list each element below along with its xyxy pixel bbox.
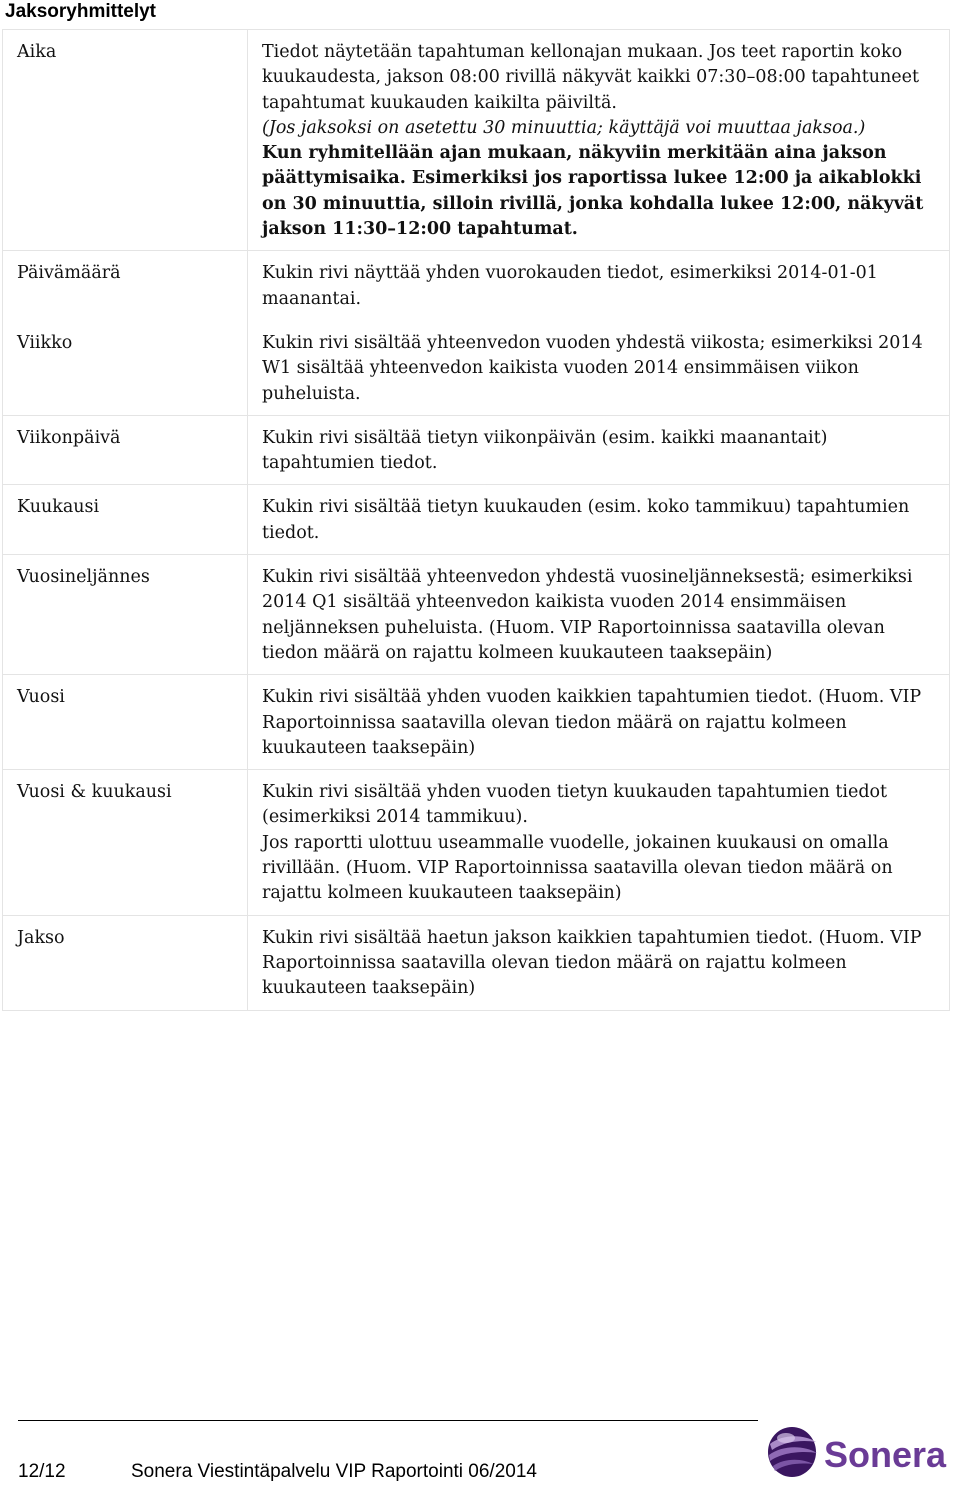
page-heading: Jaksoryhmittelyt: [5, 1, 157, 22]
description-cell: [248, 770, 950, 915]
term-cell: [3, 675, 248, 770]
term-label: Viikonpäivä: [17, 427, 121, 448]
description-cell: [248, 251, 950, 321]
table-row: [3, 415, 950, 485]
period-grouping-table: [2, 29, 950, 1011]
document-title: Sonera Viestintäpalvelu VIP Raportointi 06/2014: [131, 1461, 537, 1482]
term-cell: [3, 251, 248, 321]
description-text: Kukin rivi sisältää yhden vuoden tietyn kuukauden tapahtumien tiedot (esimerkiksi 2014 tammikuu).: [262, 782, 888, 828]
term-label: Viikko: [17, 332, 73, 353]
description-text: Kukin rivi sisältää tietyn viikonpäivän (esim. kaikki maanantait) tapahtumien tiedot.: [262, 427, 828, 474]
description-cell: [248, 915, 950, 1010]
table-row: [3, 675, 950, 770]
description-text: Kukin rivi sisältää yhden vuoden kaikkien tapahtumien tiedot. (Huom. VIP Raportoinnissa saatavilla olevan tiedon määrä on rajattu kolmeen kuukauteen taaksepäin): [262, 687, 922, 758]
table-row: [3, 915, 950, 1010]
sonera-logo-text: Sonera: [824, 1434, 947, 1475]
description-emphasis: Kun ryhmitellään ajan mukaan, näkyviin merkitään aina jakson päättymisaika. Esimerkiksi jos raportissa lukee 12:00 ja aikablokki on 30 minuuttia, silloin rivillä, jonka kohdalla lukee 12:00, näkyvät jakson 11:30–12:00 tapahtumat.: [262, 143, 924, 240]
description-cell: [248, 415, 950, 485]
footer-divider: [18, 1420, 758, 1421]
description-cell: [248, 320, 950, 415]
sonera-orb-icon: [768, 1427, 817, 1477]
term-cell: [3, 415, 248, 485]
table-row: [3, 555, 950, 675]
term-label: Vuosineljännes: [17, 567, 150, 588]
term-cell: [3, 485, 248, 555]
term-label: Aika: [17, 42, 57, 62]
description-text: Kukin rivi sisältää tietyn kuukauden (esim. koko tammikuu) tapahtumien tiedot.: [262, 497, 910, 543]
table-row: [3, 251, 950, 321]
description-text: Kukin rivi sisältää haetun jakson kaikkien tapahtumien tiedot. (Huom. VIP Raportoinnissa saatavilla olevan tiedon määrä on rajattu kolmeen kuukauteen taaksepäin): [262, 927, 922, 999]
description-cell: [248, 675, 950, 770]
term-label: Päivämäärä: [17, 263, 121, 284]
table-row: [3, 30, 950, 251]
description-cell: [248, 485, 950, 555]
term-label: Jakso: [17, 927, 65, 948]
description-text: Tiedot näytetään tapahtuman kellonajan mukaan. Jos teet raportin koko kuukaudesta, jakson 08:00 rivillä näkyvät kaikki 07:30–08:00 tapahtuneet tapahtumat kuukauden kaikilta päiviltä.: [262, 42, 920, 113]
term-cell: [3, 555, 248, 675]
description-text: Kukin rivi näyttää yhden vuorokauden tiedot, esimerkiksi 2014-01-01 maanantai.: [262, 263, 878, 309]
table-row: [3, 770, 950, 915]
term-cell: [3, 30, 248, 251]
term-cell: [3, 915, 248, 1010]
term-label: Kuukausi: [17, 497, 100, 518]
description-cell: [248, 30, 950, 251]
description-text: Kukin rivi sisältää yhteenvedon yhdestä vuosineljänneksestä; esimerkiksi 2014 Q1 sisältää yhteenvedon kaikista vuoden 2014 ensimmäisen neljänneksen puheluista. (Huom. VIP Raportoinnissa saatavilla olevan tiedon määrä on rajattu kolmeen kuukauteen taaksepäin): [262, 567, 913, 663]
description-text: Kukin rivi sisältää yhteenvedon vuoden yhdestä viikosta; esimerkiksi 2014 W1 sisältää yhteenvedon kaikista vuoden 2014 ensimmäisen viikon puheluista.: [262, 332, 923, 404]
term-label: Vuosi: [17, 687, 65, 708]
description-cell: [248, 555, 950, 675]
description-text: Jos raportti ulottuu useammalle vuodelle, jokainen kuukausi on omalla rivillään. (Huom. VIP Raportoinnissa saatavilla olevan tiedon määrä on rajattu kolmeen kuukauteen taaksepäin): [262, 832, 893, 904]
table-row: [3, 320, 950, 415]
description-note: (Jos jaksoksi on asetettu 30 minuuttia; käyttäjä voi muuttaa jaksoa.): [262, 117, 866, 138]
term-cell: [3, 320, 248, 415]
term-label: Vuosi & kuukausi: [17, 782, 172, 803]
table-row: [3, 485, 950, 555]
term-cell: [3, 770, 248, 915]
sonera-logo: [764, 1420, 960, 1482]
page-number: 12/12: [18, 1461, 66, 1482]
